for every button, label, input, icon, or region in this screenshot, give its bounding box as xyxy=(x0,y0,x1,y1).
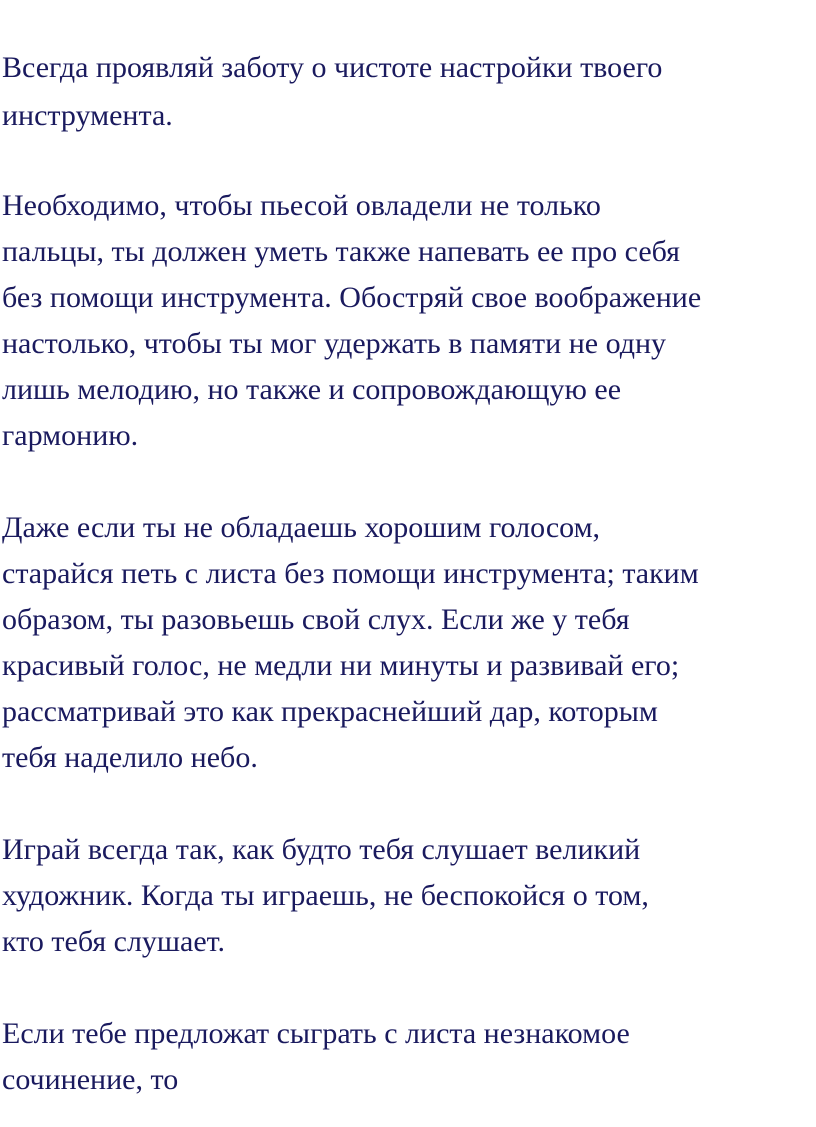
text-line: лишь мелодию, но также и сопровождающую ее xyxy=(2,373,622,406)
text-line: гармонию. xyxy=(2,419,139,452)
text-line: Всегда проявляй заботу о чистоте настройки твоего xyxy=(2,51,663,84)
text-line: пальцы, ты должен уметь также напевать ее про себя xyxy=(2,235,680,268)
text-line: рассматривай это как прекраснейший дар, которым xyxy=(2,695,658,728)
text-line: кто тебя слушает. xyxy=(2,925,226,958)
text-line: художник. Когда ты играешь, не беспокойся о том, xyxy=(2,879,649,912)
text-line: сочинение, то xyxy=(2,1063,179,1096)
text-line: настолько, чтобы ты мог удержать в памяти не одну xyxy=(2,327,667,360)
text-line: инструмента. xyxy=(2,99,173,132)
text-line: красивый голос, не медли ни минуты и развивай его; xyxy=(2,649,680,682)
text-line: без помощи инструмента. Обостряй свое воображение xyxy=(2,281,702,314)
text-line: образом, ты разовьешь свой слух. Если же у тебя xyxy=(2,603,630,636)
text-line: старайся петь с листа без помощи инструмента; таким xyxy=(2,557,699,590)
text-line: тебя наделило небо. xyxy=(2,741,258,774)
text-line: Необходимо, чтобы пьесой овладели не только xyxy=(2,189,601,222)
text-line: Играй всегда так, как будто тебя слушает великий xyxy=(2,833,641,866)
text-line: Даже если ты не обладаешь хорошим голосом, xyxy=(2,511,601,544)
text-line: Если тебе предложат сыграть с листа незнакомое xyxy=(2,1017,630,1050)
